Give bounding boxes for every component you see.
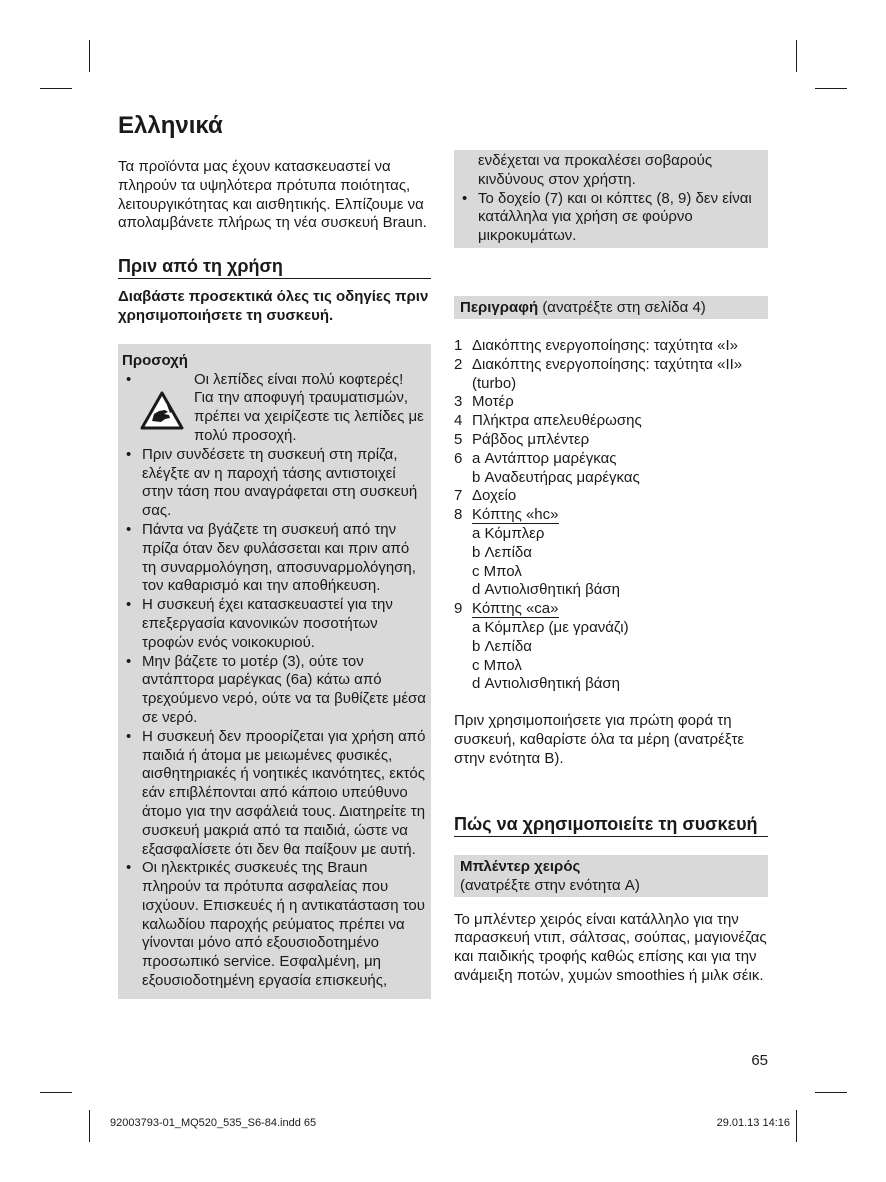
part-text: Μοτέρ — [472, 393, 514, 411]
part-item — [454, 412, 768, 431]
part-item — [454, 487, 768, 506]
bullet: • — [462, 189, 468, 207]
part-item — [454, 393, 768, 412]
bullet: • — [126, 859, 132, 877]
part-item — [454, 657, 768, 676]
crop-mark-bottom-right-v — [796, 1110, 797, 1142]
description-title: Περιγραφή — [460, 298, 539, 316]
bullet: • — [126, 596, 132, 614]
part-text: d Αντιολισθητική βάση — [472, 581, 621, 599]
warning-item — [122, 653, 427, 728]
how-to-use-heading: Πώς να χρησιμοποιείτε τη συσκευή — [454, 813, 768, 837]
warning-title: Προσοχή — [122, 351, 188, 369]
bullet: • — [126, 520, 132, 538]
part-number: 7 — [454, 487, 463, 505]
before-use-heading: Πριν από τη χρήση — [118, 255, 431, 279]
warning-text: Μην βάζετε το μοτέρ (3), ούτε τον αντάπτορα μαρέγκας (6a) κάτω από τρεχούμενο νερό, ούτε να τα βυθίζετε μέσα σε νερό. — [142, 652, 426, 726]
part-number: 1 — [454, 336, 463, 354]
part-text: Διακόπτης ενεργοποίησης: ταχύτητα «II» (turbo) — [472, 355, 743, 392]
right-column — [454, 150, 768, 986]
part-text: Δοχείο — [472, 487, 517, 505]
instruction-text: Διαβάστε προσεκτικά όλες τις οδηγίες πριν χρησιμοποιήσετε τη συσκευή. — [118, 288, 429, 324]
hand-blender-text: Το μπλέντερ χειρός είναι κατάλληλο για την παρασκευή ντιπ, σάλτσας, σούπας, μαγιονέζας και παιδικής τροφής καθώς επίσης και για την ανάμειξη ποτών, χυμών smoothies ή μιλκ σέικ. — [454, 910, 767, 984]
part-text: c Μπολ — [472, 562, 522, 580]
part-text: b Λεπίδα — [472, 637, 532, 655]
part-text: c Μπολ — [472, 656, 522, 674]
hand-blender-ref: (ανατρέξτε στην ενότητα A) — [460, 876, 640, 894]
part-item — [454, 469, 768, 488]
part-text: a Κόμπλερ — [472, 524, 545, 542]
part-item — [454, 506, 768, 525]
part-item — [454, 431, 768, 450]
hand-blender-title: Μπλέντερ χειρός — [460, 857, 581, 875]
warning-text: Πάντα να βγάζετε τη συσκευή από την πρίζα όταν δεν φυλάσσεται και πριν από τη συναρμολόγηση, αποσυναρμολόγηση, τον καθαρισμό και την αποθήκευση. — [142, 520, 416, 595]
part-item — [454, 600, 768, 619]
part-text: Κόπτης «hc» — [472, 506, 559, 524]
part-number: 8 — [454, 506, 463, 524]
crop-mark-top-right-v — [796, 40, 797, 72]
page-title: Ελληνικά — [118, 112, 223, 139]
warning-text: Η συσκευή έχει κατασκευαστεί για την επεξεργασία κανονικών ποσοτήτων τροφών ενός νοικοκυριού. — [142, 596, 393, 651]
part-text: Πλήκτρα απελευθέρωσης — [472, 412, 642, 430]
warning-item — [122, 371, 427, 446]
part-text: b Αναδευτήρας μαρέγκας — [472, 468, 640, 486]
footer-file-info: 92003793-01_MQ520_535_S6-84.indd 65 — [110, 1117, 317, 1129]
warning-continuation-box — [454, 150, 768, 248]
part-text: Ράβδος μπλέντερ — [472, 430, 590, 448]
hand-blender-heading — [454, 855, 768, 897]
part-item — [454, 638, 768, 657]
warning-text: Οι ηλεκτρικές συσκευές της Braun πληρούν τα πρότυπα ασφαλείας που ισχύουν. Επισκευές ή η αντικατάσταση του καλωδίου παροχής ρεύματος πρέπει να γίνονται μόνο από εξουσιοδοτημένο προσωπικό service. Εσφαλμένη, μη εξουσιοδοτημένη εργασία επισκευής, — [142, 859, 425, 990]
part-number: 2 — [454, 355, 463, 373]
part-item — [454, 675, 768, 694]
continuation-text: ενδέχεται να προκαλέσει σοβαρούς κινδύνους στον χρήστη. — [478, 152, 713, 188]
warning-item — [122, 728, 427, 860]
bullet: • — [126, 370, 132, 388]
crop-mark-top-left-v — [89, 40, 90, 72]
description-heading — [454, 296, 768, 319]
part-item — [454, 450, 768, 469]
part-item — [454, 525, 768, 544]
bullet: • — [126, 727, 132, 745]
warning-item — [122, 596, 427, 652]
part-text: d Αντιολισθητική βάση — [472, 675, 621, 693]
hand-blade-warning-icon — [140, 391, 184, 431]
part-number: 3 — [454, 393, 463, 411]
first-use-text: Πριν χρησιμοποιήσετε για πρώτη φορά τη συσκευή, καθαρίστε όλα τα μέρη (ανατρέξτε στην ενότητα B). — [454, 712, 745, 767]
warning-box — [118, 344, 431, 999]
warning-list — [122, 371, 427, 991]
left-column — [118, 112, 431, 999]
part-item — [454, 356, 768, 394]
page-number: 65 — [751, 1052, 768, 1069]
warning-item — [122, 859, 427, 991]
parts-list — [454, 337, 768, 694]
footer-date: 29.01.13 14:16 — [716, 1117, 790, 1129]
part-text: b Λεπίδα — [472, 543, 532, 561]
part-item — [454, 337, 768, 356]
part-item — [454, 563, 768, 582]
warning-text: Πριν συνδέσετε τη συσκευή στη πρίζα, ελέγξτε αν η παροχή τάσης αντιστοιχεί στην τάση που αναγράφεται στη συσκευή σας. — [142, 445, 418, 520]
crop-mark-bottom-left-v — [89, 1110, 90, 1142]
intro-text: Τα προϊόντα μας έχουν κατασκευαστεί να πληρούν τα υψηλότερα πρότυπα ποιότητας, λειτουργικότητας και αισθητικής. Ελπίζουμε να απολαμβάνετε πλήρως τη νέα συσκευή Braun. — [118, 158, 427, 232]
crop-mark-top-left-h — [40, 88, 72, 89]
part-text: a Κόμπλερ (με γρανάζι) — [472, 618, 629, 636]
part-item — [454, 619, 768, 638]
crop-mark-bottom-left-h — [40, 1092, 72, 1093]
warning-item — [122, 446, 427, 521]
part-number: 5 — [454, 430, 463, 448]
description-ref: (ανατρέξτε στη σελίδα 4) — [542, 298, 706, 316]
bullet: • — [126, 445, 132, 463]
part-text: Διακόπτης ενεργοποίησης: ταχύτητα «I» — [472, 336, 738, 354]
part-item — [454, 544, 768, 563]
warning-text: Το δοχείο (7) και οι κόπτες (8, 9) δεν είναι κατάλληλα για χρήση σε φούρνο μικροκυμάτων. — [478, 189, 752, 245]
part-number: 6 — [454, 449, 463, 467]
part-item — [454, 581, 768, 600]
continuation-list — [458, 190, 764, 246]
part-text: Κόπτης «ca» — [472, 600, 559, 618]
crop-mark-top-right-h — [815, 88, 847, 89]
bullet: • — [126, 652, 132, 670]
warning-text: Η συσκευή δεν προορίζεται για χρήση από παιδιά ή άτομα με μειωμένες φυσικές, αισθητηριακές ή νοητικές ικανότητες, εκτός εάν επιβλέπονται από κάποιο υπεύθυνο άτομο για την ασφάλειά τους. Διατηρείτε τη συσκευή μακριά από τα παιδιά, ώστε να εξασφαλίσετε ότι δεν θα παίξουν με αυτή. — [142, 727, 426, 858]
part-number: 4 — [454, 412, 463, 430]
warning-item — [122, 521, 427, 596]
part-text: a Αντάπτορ μαρέγκας — [472, 449, 617, 467]
crop-mark-bottom-right-h — [815, 1092, 847, 1093]
warning-item — [458, 190, 764, 246]
part-number: 9 — [454, 600, 463, 618]
warning-text: Οι λεπίδες είναι πολύ κοφτερές! Για την αποφυγή τραυματισμών, πρέπει να χειρίζεστε τις λεπίδες με πολύ προσοχή. — [194, 370, 424, 444]
